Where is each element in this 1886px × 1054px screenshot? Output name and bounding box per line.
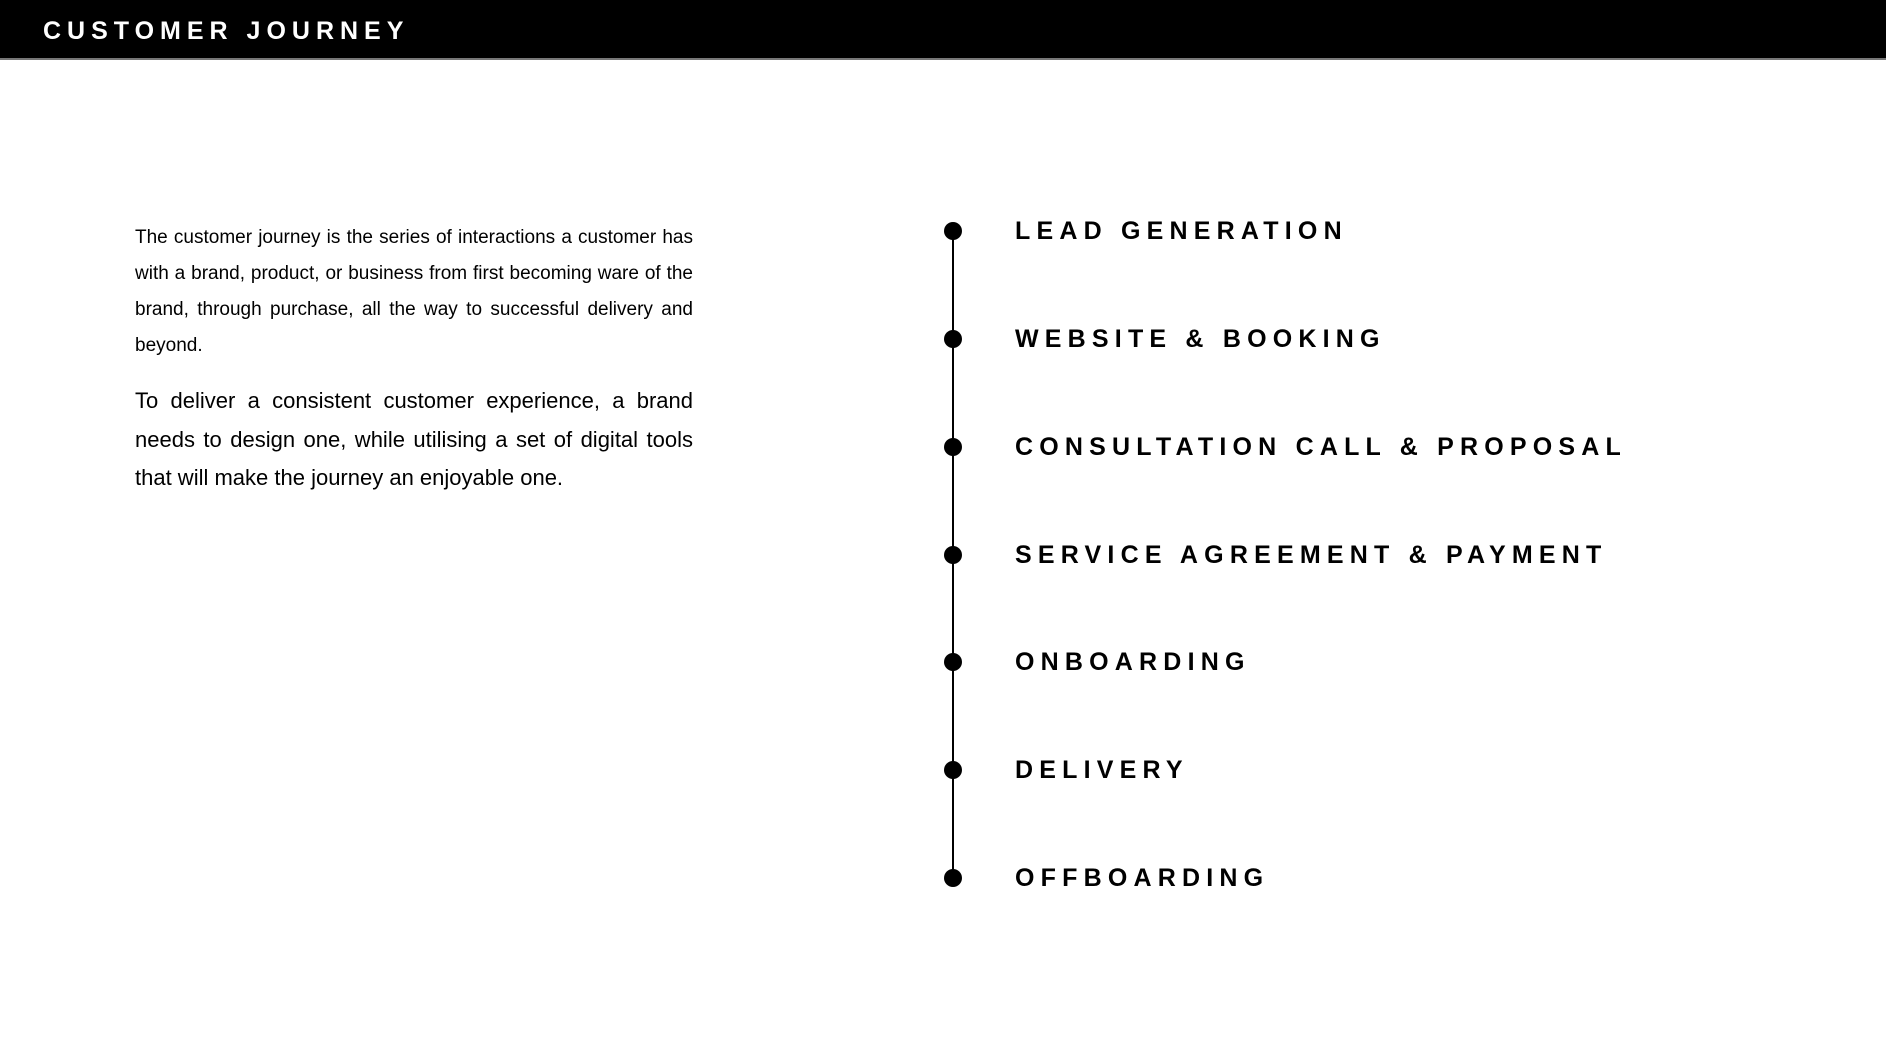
intro-paragraph-1: The customer journey is the series of interactions a customer has with a brand, product, or business from first becoming ware of the brand, through purchase, all the way to successful delivery and beyond. bbox=[135, 227, 693, 356]
timeline-dot bbox=[944, 330, 962, 348]
timeline-step-label: LEAD GENERATION bbox=[1015, 217, 1348, 245]
timeline-step-label: WEBSITE & BOOKING bbox=[1015, 325, 1386, 353]
page-title: CUSTOMER JOURNEY bbox=[43, 17, 410, 45]
timeline-step-label: SERVICE AGREEMENT & PAYMENT bbox=[1015, 541, 1608, 569]
timeline-step-label: ONBOARDING bbox=[1015, 648, 1251, 676]
timeline-dot bbox=[944, 546, 962, 564]
timeline-step-label: OFFBOARDING bbox=[1015, 864, 1270, 892]
timeline-dot bbox=[944, 869, 962, 887]
timeline-dot bbox=[944, 222, 962, 240]
timeline-step-label: DELIVERY bbox=[1015, 756, 1189, 784]
timeline-step-label: CONSULTATION CALL & PROPOSAL bbox=[1015, 433, 1628, 461]
timeline-dot bbox=[944, 438, 962, 456]
timeline-dot bbox=[944, 653, 962, 671]
timeline-dot bbox=[944, 761, 962, 779]
intro-paragraph-2: To deliver a consistent customer experience, a brand needs to design one, while utilising a set of digital tools that will make the journey an enjoyable one. bbox=[135, 388, 693, 490]
